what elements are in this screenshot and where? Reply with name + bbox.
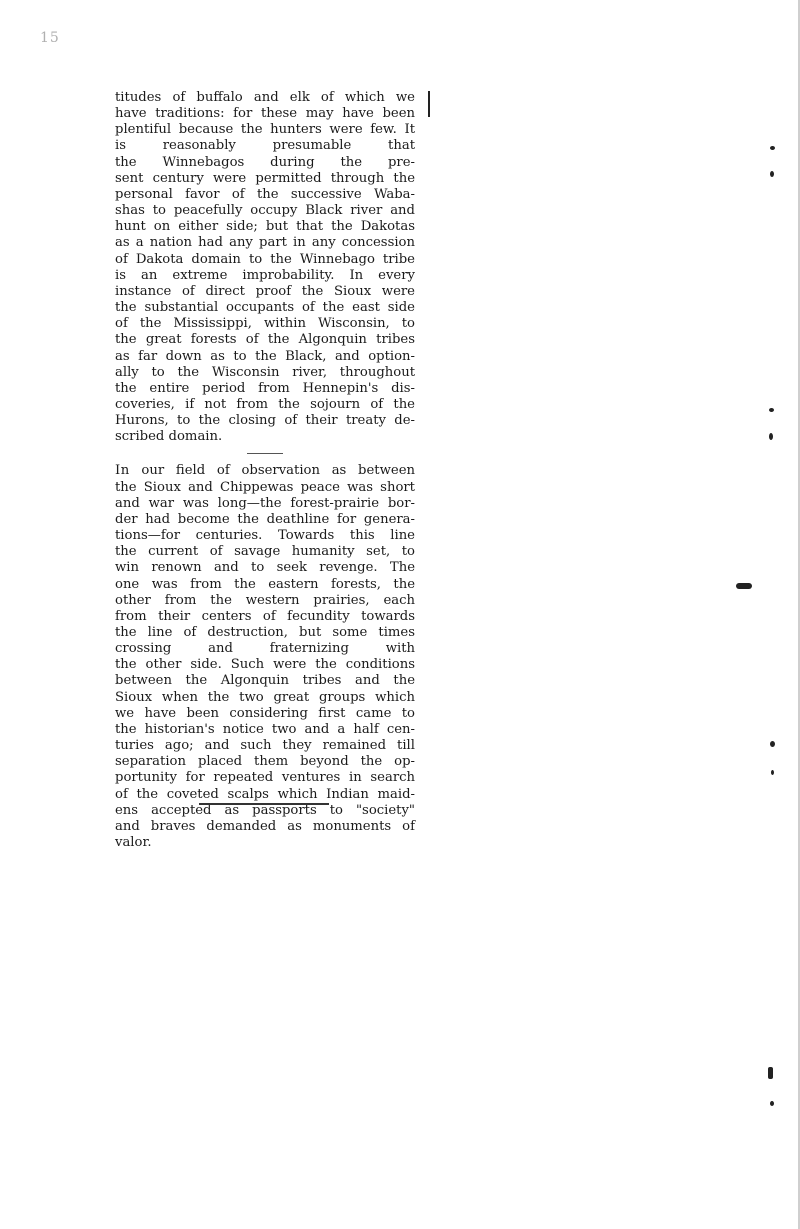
paragraph-2-line: from their centers of fecundity towards [115, 608, 415, 624]
section-divider [247, 453, 283, 454]
paragraph-1-line: coveries, if not from the sojourn of the [115, 396, 415, 412]
margin-speck [768, 1067, 773, 1079]
paragraph-2-line: the Sioux and Chippewas peace was short [115, 479, 415, 495]
end-rule [199, 803, 329, 805]
paragraph-2-line: the current of savage humanity set, to [115, 544, 415, 560]
paragraph-1-line: ally to the Wisconsin river, throughout [115, 364, 415, 380]
margin-speck [770, 1101, 774, 1106]
paragraph-1-line: the entire period from Hennepin's dis- [115, 380, 415, 396]
paragraph-1-line: plentiful because the hunters were few. It [115, 122, 415, 138]
margin-speck [770, 171, 774, 177]
paragraph-1-line: instance of direct proof the Sioux were [115, 283, 415, 299]
paragraph-2-line: other from the western prairies, each [115, 592, 415, 608]
paragraph-2-line: tions—for centuries. Towards this line [115, 528, 415, 544]
margin-speck [771, 770, 774, 775]
paragraph-2-line: valor. [115, 835, 152, 851]
paragraph-2-line: turies ago; and such they remained till [115, 738, 415, 754]
paragraph-1-line: have traditions: for these may have been [115, 106, 415, 122]
paragraph-1-line: the Winnebagos during the pre- [115, 154, 415, 170]
margin-speck [770, 741, 775, 747]
margin-speck [769, 433, 773, 440]
paragraph-1-line: hunt on either side; but that the Dakotas [115, 219, 415, 235]
paragraph-1-line: is an extreme improbability. In every [115, 267, 415, 283]
paragraph-1-line: titudes of buffalo and elk of which we [115, 90, 415, 105]
paragraph-2-line: the other side. Such were the conditions [115, 657, 415, 673]
page-number: 15 [40, 30, 60, 46]
paragraph-1-line: of the Mississippi, within Wisconsin, to [115, 316, 415, 332]
paragraph-2-line: der had become the deathline for genera- [115, 511, 415, 527]
paragraph-2-line: and war was long—the forest-prairie bor- [115, 495, 415, 511]
paragraph-2-line: win renown and to seek revenge. The [115, 560, 415, 576]
paragraph-1 [115, 90, 415, 445]
paragraph-1-line: is reasonably presumable that [115, 138, 415, 154]
paragraph-2-line: the line of destruction, but some times [115, 625, 415, 640]
paragraph-2-first-line: our field of observation as between [129, 463, 415, 479]
article-column [115, 90, 415, 851]
paragraph-1-line: as a nation had any part in any concession [115, 235, 415, 251]
margin-speck [769, 408, 774, 412]
paragraph-1-line: shas to peacefully occupy Black river and [115, 203, 415, 219]
paragraph-1-line: of Dakota domain to the Winnebago tribe [115, 251, 415, 267]
paragraph-1-line: personal favor of the successive Waba- [115, 186, 415, 202]
paragraph-2-line: Sioux when the two great groups which [115, 689, 415, 705]
paragraph-1-line: Hurons, to the closing of their treaty de- [115, 413, 415, 429]
paragraph-1-line: the great forests of the Algonquin tribes [115, 332, 415, 348]
paragraph-2-line: we have been considering first came to [115, 705, 415, 721]
paragraph-2-line: and braves demanded as monuments of [115, 818, 415, 834]
margin-speck [770, 146, 775, 150]
paragraph-2-line: the historian's notice two and a half cen- [115, 721, 415, 737]
paragraph-1-line: scribed domain. [115, 429, 223, 445]
paragraph-2-line [115, 463, 415, 479]
paragraph-2-line: portunity for repeated ventures in search [115, 770, 415, 786]
drop-lead-in: In [115, 463, 130, 479]
margin-speck [736, 583, 752, 589]
paragraph-2-line: of the coveted scalps which Indian maid- [115, 786, 415, 802]
paragraph-2-line: crossing and fraternizing with [115, 641, 415, 657]
paragraph-2 [115, 463, 415, 851]
paragraph-2-line: separation placed them beyond the op- [115, 754, 415, 770]
paragraph-1-line: the substantial occupants of the east side [115, 300, 415, 316]
column-marker [428, 91, 430, 117]
paragraph-1-line: sent century were permitted through the [115, 170, 415, 186]
paragraph-2-line: ens accepted as passports to "society" [115, 802, 415, 818]
paragraph-2-line: one was from the eastern forests, the [115, 576, 415, 592]
paragraph-2-line: between the Algonquin tribes and the [115, 673, 415, 689]
paragraph-1-line: as far down as to the Black, and option- [115, 348, 415, 364]
